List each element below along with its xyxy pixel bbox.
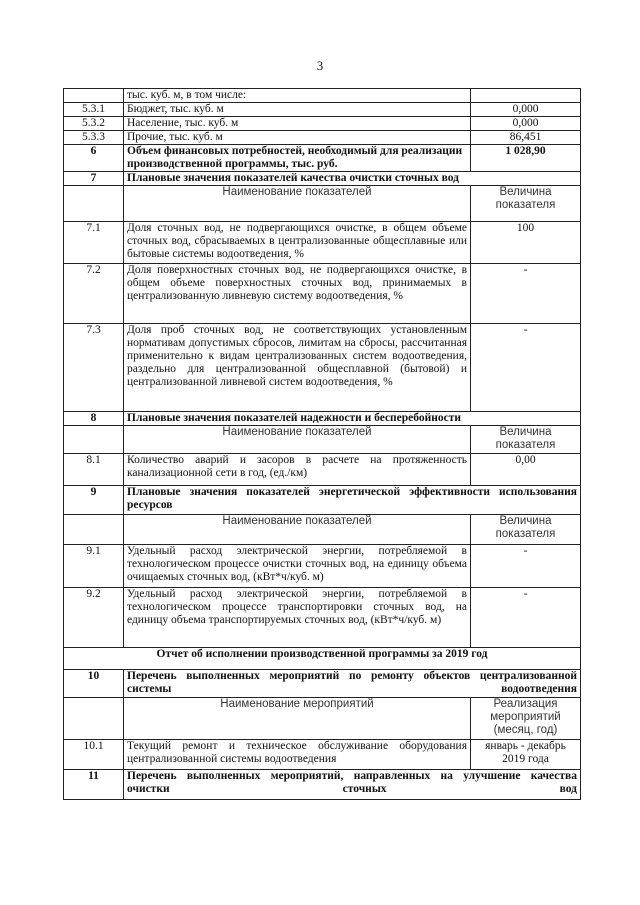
row-name: Количество аварий и засоров в расчете на протяженность канализационной сети в год, (ед./км) [124, 454, 471, 486]
page-number: 3 [316, 58, 324, 73]
section-title: Объем финансовых потребностей, необходимый для реализации производственной программы, тыс. руб. [124, 145, 471, 172]
row-name: Бюджет, тыс. куб. м [124, 103, 471, 117]
table-row [64, 103, 581, 117]
section-value: 1 028,90 [471, 145, 581, 172]
empty-cell [64, 186, 124, 222]
table-row [64, 588, 581, 648]
section-8-header [64, 412, 581, 426]
column-header-name: Наименование показателей [124, 515, 471, 545]
table-row [64, 264, 581, 324]
row-value: 86,451 [471, 131, 581, 145]
row-value: - [471, 264, 581, 324]
row-number: 9.2 [64, 588, 124, 648]
section-10-header [64, 670, 581, 698]
section-title: Перечень выполненных мероприятий, направленных на улучшение качества очистки сточных вод [124, 770, 581, 800]
section-title: Плановые значения показателей надежности и бесперебойности [124, 412, 581, 426]
row-name: Прочие, тыс. куб. м [124, 131, 471, 145]
column-header-value: Величина показателя [471, 515, 581, 545]
section-title: Плановые значения показателей энергетической эффективности использования ресурсов [124, 486, 581, 515]
row-number: 7.2 [64, 264, 124, 324]
row-name: Доля поверхностных сточных вод, не подвергающихся очистке, в общем объеме поверхностных сточных вод, принимаемых в централизованную ливневую систему водоотведения, % [124, 264, 471, 324]
row-value [471, 89, 581, 103]
section-number: 10 [64, 670, 124, 698]
section-11-header [64, 770, 581, 800]
column-header-value: Величина показателя [471, 186, 581, 222]
row-name: Доля сточных вод, не подвергающихся очистке, в общем объеме сточных вод, сбрасываемых в централизованные общесплавные или бытовые системы водоотведения, % [124, 222, 471, 264]
table-row [64, 545, 581, 588]
table-row [64, 740, 581, 770]
section-number: 7 [64, 172, 124, 186]
column-header-value: Величина показателя [471, 426, 581, 454]
row-value: 0,000 [471, 117, 581, 131]
section-number: 8 [64, 412, 124, 426]
row-name: тыс. куб. м, в том числе: [124, 89, 471, 103]
report-title-row [64, 648, 581, 670]
row-number: 7.1 [64, 222, 124, 264]
row-number: 9.1 [64, 545, 124, 588]
row-value: 100 [471, 222, 581, 264]
row-value: - [471, 545, 581, 588]
table-row [64, 89, 581, 103]
row-value: - [471, 588, 581, 648]
section-7-header [64, 172, 581, 186]
table-row [64, 324, 581, 412]
section-9-header [64, 486, 581, 515]
table-row [64, 117, 581, 131]
section-number: 9 [64, 486, 124, 515]
column-header-row [64, 698, 581, 740]
empty-cell [64, 426, 124, 454]
column-header-name: Наименование показателей [124, 186, 471, 222]
section-title: Плановые значения показателей качества очистки сточных вод [124, 172, 581, 186]
row-name: Удельный расход электрической энергии, потребляемой в технологическом процессе очистки сточных вод, на единицу объема очищаемых сточных вод, (кВт*ч/куб. м) [124, 545, 471, 588]
empty-cell [64, 698, 124, 740]
table-row [64, 222, 581, 264]
row-number: 7.3 [64, 324, 124, 412]
row-value: - [471, 324, 581, 412]
row-name: Население, тыс. куб. м [124, 117, 471, 131]
table-row [64, 131, 581, 145]
section-6-row [64, 145, 581, 172]
column-header-name: Наименование мероприятий [124, 698, 471, 740]
row-number: 8.1 [64, 454, 124, 486]
row-value: 0,00 [471, 454, 581, 486]
row-number: 10.1 [64, 740, 124, 770]
production-program-table [63, 88, 581, 800]
column-header-name: Наименование показателей [124, 426, 471, 454]
row-value: январь - декабрь 2019 года [471, 740, 581, 770]
report-title: Отчет об исполнении производственной программы за 2019 год [64, 648, 581, 670]
section-title: Перечень выполненных мероприятий по ремонту объектов централизованной системы водоотведения [124, 670, 581, 698]
column-header-value: Реализация мероприятий (месяц, год) [471, 698, 581, 740]
row-name: Удельный расход электрической энергии, потребляемой в технологическом процессе транспортировки сточных вод, на единицу объема транспортируемых сточных вод, (кВт*ч/куб. м) [124, 588, 471, 648]
row-number [64, 89, 124, 103]
section-number: 11 [64, 770, 124, 800]
row-name: Текущий ремонт и техническое обслуживание оборудования централизованной системы водоотведения [124, 740, 471, 770]
empty-cell [64, 515, 124, 545]
column-header-row [64, 426, 581, 454]
row-number: 5.3.1 [64, 103, 124, 117]
row-number: 5.3.2 [64, 117, 124, 131]
column-header-row [64, 186, 581, 222]
row-value: 0,000 [471, 103, 581, 117]
row-number: 5.3.3 [64, 131, 124, 145]
section-number: 6 [64, 145, 124, 172]
column-header-row [64, 515, 581, 545]
table-row [64, 454, 581, 486]
row-name: Доля проб сточных вод, не соответствующих установленным нормативам допустимых сбросов, лимитам на сбросы, рассчитанная применительно к видам централизованных систем водоотведения, раздельно для централизованной общесплавной (бытовой) и централизованной ливневой систем водоотведения, % [124, 324, 471, 412]
